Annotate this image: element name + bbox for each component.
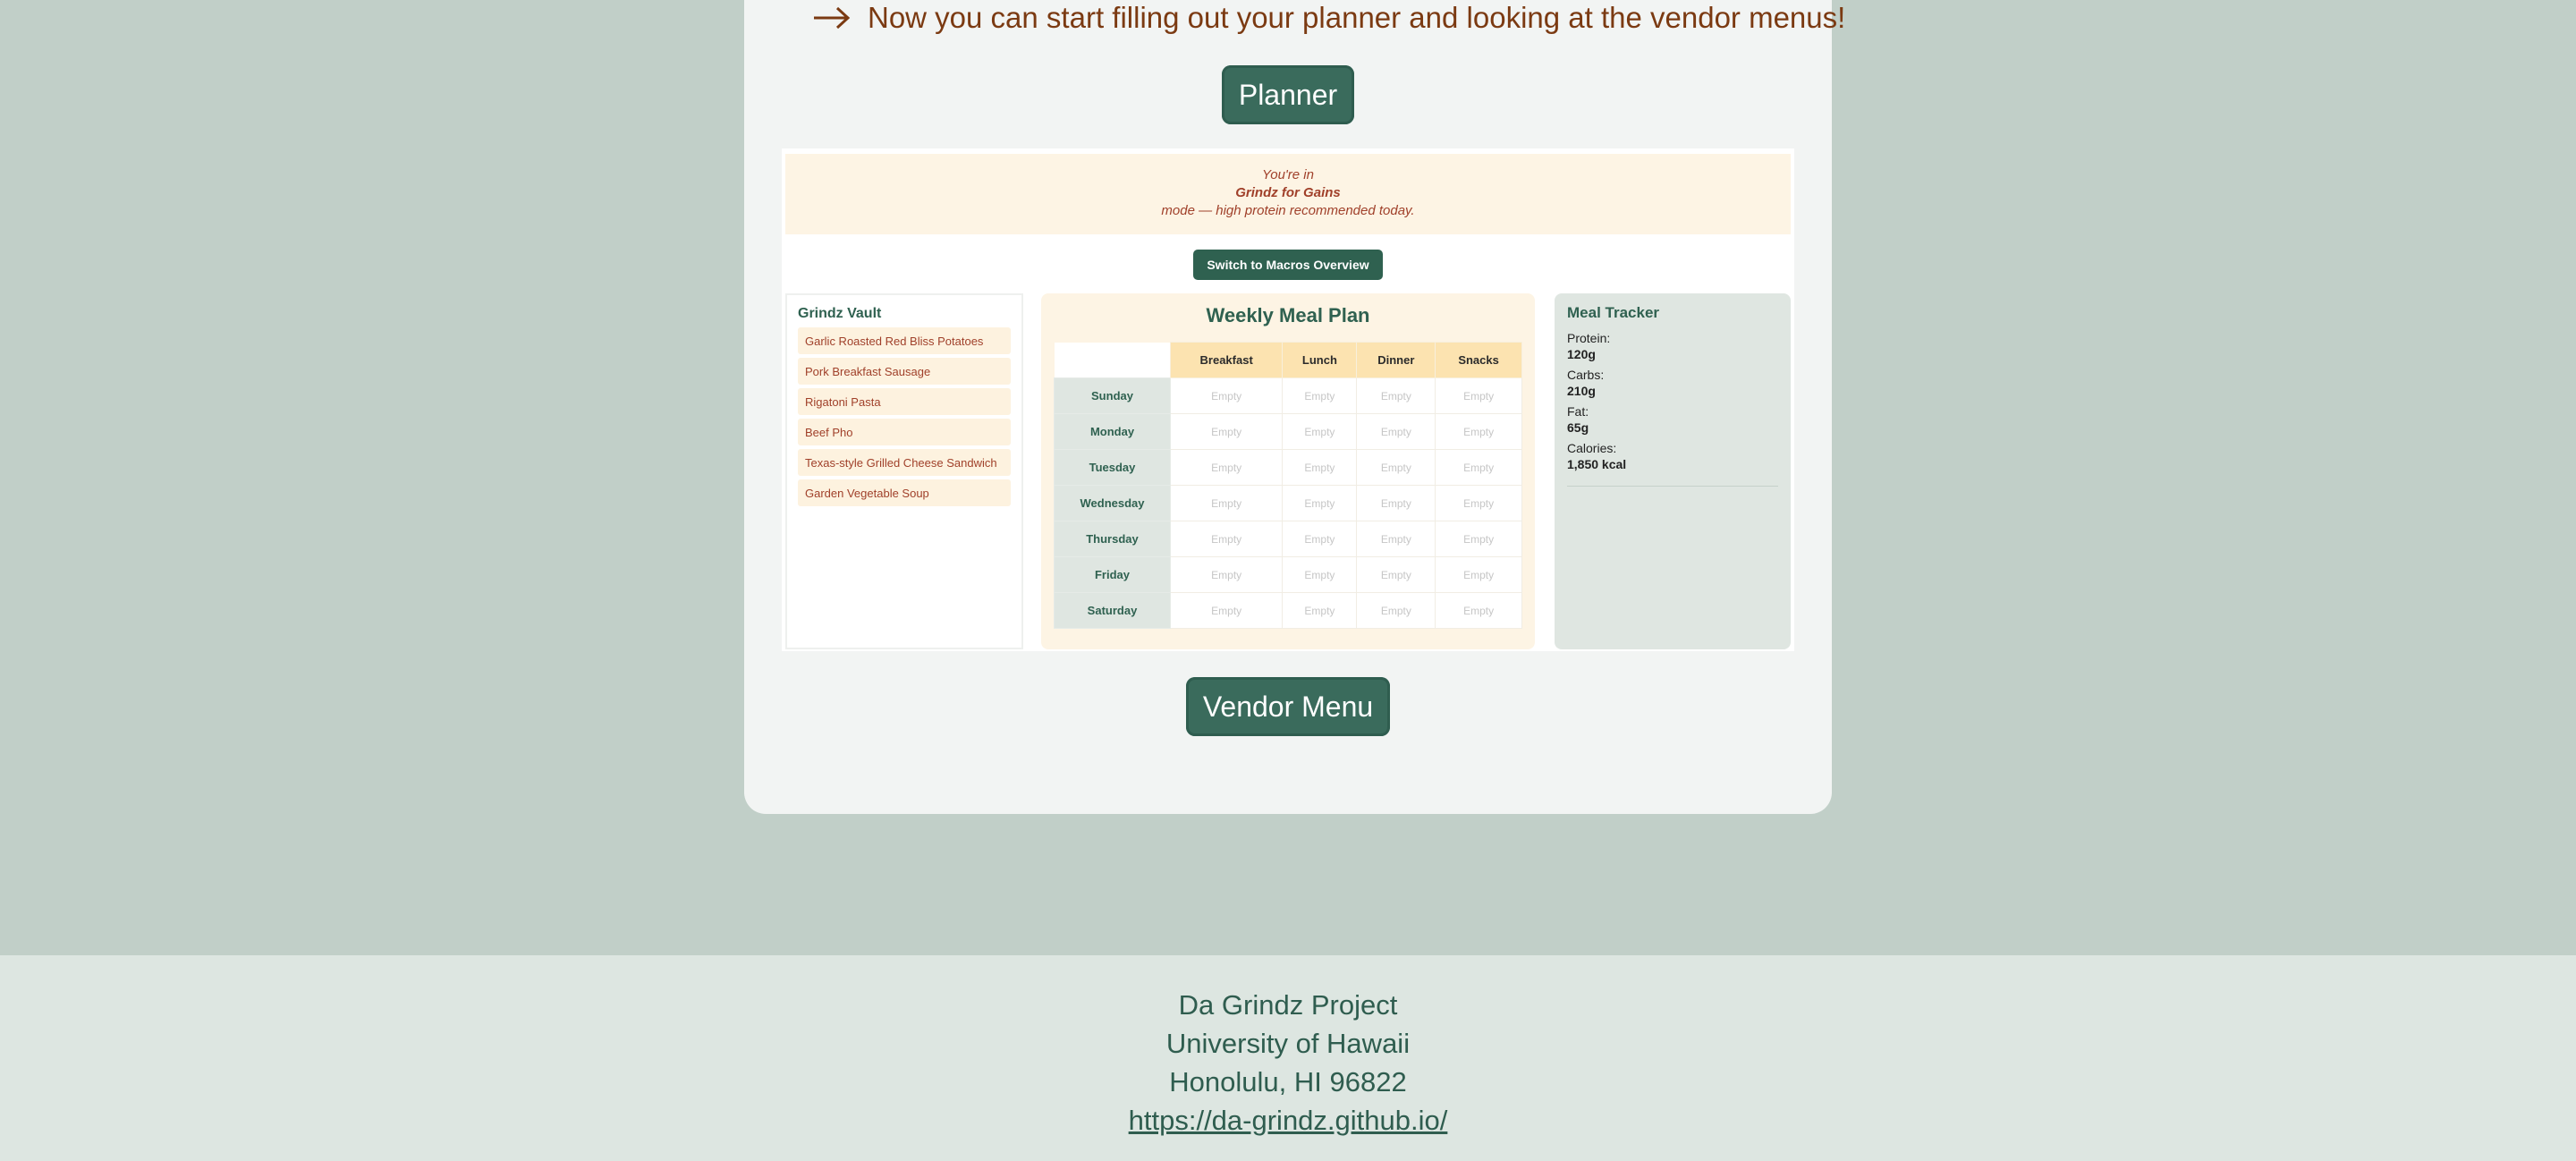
mode-banner [785, 154, 1791, 234]
planner-button[interactable]: Planner [1222, 65, 1354, 124]
column-header-dinner: Dinner [1357, 343, 1436, 378]
meal-slot-snacks[interactable]: Empty [1436, 521, 1522, 557]
banner-mode: Grindz for Gains [1235, 185, 1341, 200]
banner-line3: mode — high protein recommended today. [1161, 203, 1415, 218]
meal-slot-lunch[interactable]: Empty [1283, 521, 1357, 557]
meal-slot-lunch[interactable]: Empty [1283, 593, 1357, 629]
meal-slot-lunch[interactable]: Empty [1283, 486, 1357, 521]
stat-label: Protein: [1567, 331, 1611, 345]
stat-value: 210g [1567, 384, 1596, 398]
column-header-snacks: Snacks [1436, 343, 1522, 378]
tracker-divider [1567, 486, 1778, 487]
meal-slot-breakfast[interactable]: Empty [1171, 521, 1283, 557]
meal-slot-snacks[interactable]: Empty [1436, 378, 1522, 414]
meal-slot-lunch[interactable]: Empty [1283, 414, 1357, 450]
planner-frame [782, 148, 1794, 651]
grindz-vault [785, 293, 1023, 649]
meal-row-tuesday [1055, 450, 1522, 486]
vault-title: Grindz Vault [798, 306, 882, 321]
meal-slot-breakfast[interactable]: Empty [1171, 486, 1283, 521]
day-label: Tuesday [1055, 450, 1171, 486]
footer-address: Honolulu, HI 96822 [1169, 1066, 1407, 1097]
meal-slot-snacks[interactable]: Empty [1436, 593, 1522, 629]
footer [0, 955, 2576, 1161]
stat-label: Calories: [1567, 441, 1617, 455]
meal-slot-snacks[interactable]: Empty [1436, 414, 1522, 450]
meal-slot-lunch[interactable]: Empty [1283, 557, 1357, 593]
intro-message [812, 0, 1846, 36]
vault-list [798, 327, 1011, 506]
stat-label: Fat: [1567, 404, 1589, 419]
meal-slot-dinner[interactable]: Empty [1357, 486, 1436, 521]
meal-slot-dinner[interactable]: Empty [1357, 414, 1436, 450]
day-label: Saturday [1055, 593, 1171, 629]
day-label: Monday [1055, 414, 1171, 450]
meal-slot-dinner[interactable]: Empty [1357, 521, 1436, 557]
meal-slot-breakfast[interactable]: Empty [1171, 378, 1283, 414]
stat-value: 1,850 kcal [1567, 457, 1627, 471]
footer-project: Da Grindz Project [1178, 989, 1398, 1021]
meal-slot-dinner[interactable]: Empty [1357, 557, 1436, 593]
meal-slot-lunch[interactable]: Empty [1283, 378, 1357, 414]
meal-tracker [1555, 293, 1791, 649]
vault-item[interactable]: Pork Breakfast Sausage [798, 358, 1011, 385]
corner-cell [1055, 343, 1171, 378]
day-label: Wednesday [1055, 486, 1171, 521]
meal-slot-lunch[interactable]: Empty [1283, 450, 1357, 486]
vault-item[interactable]: Texas-style Grilled Cheese Sandwich [798, 449, 1011, 476]
arrow-right-icon [812, 4, 852, 31]
tracker-stats [1567, 331, 1778, 473]
meal-slot-dinner[interactable]: Empty [1357, 450, 1436, 486]
weekly-meal-plan [1041, 293, 1535, 649]
meal-slot-dinner[interactable]: Empty [1357, 593, 1436, 629]
meal-slot-breakfast[interactable]: Empty [1171, 414, 1283, 450]
vault-item[interactable]: Garden Vegetable Soup [798, 479, 1011, 506]
meal-row-sunday [1055, 378, 1522, 414]
footer-university: University of Hawaii [1165, 1028, 1411, 1059]
column-header-lunch: Lunch [1283, 343, 1357, 378]
day-label: Thursday [1055, 521, 1171, 557]
day-label: Friday [1055, 557, 1171, 593]
stat-value: 65g [1567, 420, 1589, 435]
meal-row-wednesday [1055, 486, 1522, 521]
vault-item[interactable]: Rigatoni Pasta [798, 388, 1011, 415]
meal-slot-breakfast[interactable]: Empty [1171, 450, 1283, 486]
meal-slot-dinner[interactable]: Empty [1357, 378, 1436, 414]
column-header-breakfast: Breakfast [1171, 343, 1283, 378]
meal-slot-snacks[interactable]: Empty [1436, 486, 1522, 521]
meal-plan-table [1054, 342, 1522, 629]
tracker-title: Meal Tracker [1567, 304, 1660, 321]
day-label: Sunday [1055, 378, 1171, 414]
vendor-menu-button[interactable]: Vendor Menu [1186, 677, 1390, 736]
stat-label: Carbs: [1567, 368, 1605, 382]
meal-row-monday [1055, 414, 1522, 450]
meal-row-thursday [1055, 521, 1522, 557]
vault-item[interactable]: Beef Pho [798, 419, 1011, 445]
meal-plan-title: Weekly Meal Plan [1206, 304, 1370, 326]
banner-line1: You're in [1262, 167, 1314, 182]
meal-plan-header-row [1055, 343, 1522, 378]
meal-slot-snacks[interactable]: Empty [1436, 450, 1522, 486]
meal-slot-breakfast[interactable]: Empty [1171, 593, 1283, 629]
stat-value: 120g [1567, 347, 1596, 361]
meal-row-friday [1055, 557, 1522, 593]
vault-item[interactable]: Garlic Roasted Red Bliss Potatoes [798, 327, 1011, 354]
meal-slot-breakfast[interactable]: Empty [1171, 557, 1283, 593]
meal-row-saturday [1055, 593, 1522, 629]
intro-text: Now you can start filling out your planner and looking at the vendor menus! [868, 1, 1846, 34]
meal-slot-snacks[interactable]: Empty [1436, 557, 1522, 593]
switch-macros-button[interactable]: Switch to Macros Overview [1193, 250, 1383, 280]
footer-link[interactable]: https://da-grindz.github.io/ [1128, 1105, 1448, 1136]
